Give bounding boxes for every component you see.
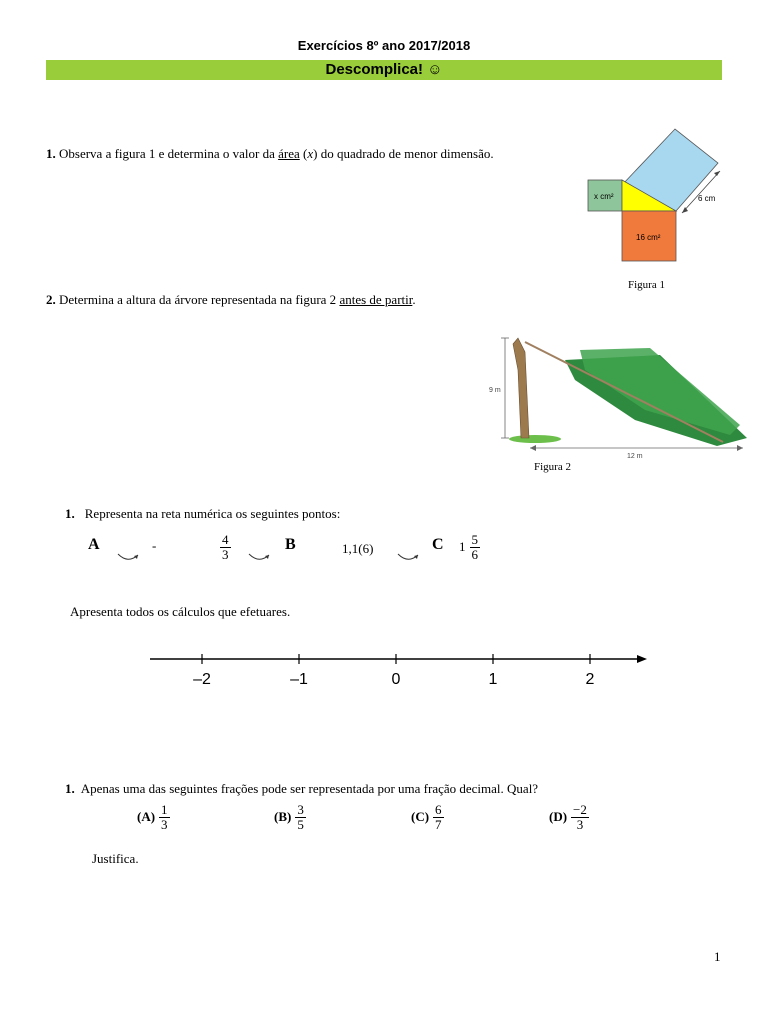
number-line-tick-label: 1: [488, 671, 498, 688]
option-c-denominator: 7: [435, 816, 442, 832]
figure-1-diagram: [580, 125, 730, 270]
point-c-whole: 1: [459, 539, 466, 555]
option-d-numerator: −2: [573, 802, 587, 817]
arrow-right-icon: [637, 655, 647, 663]
question-4-text: Apenas uma das seguintes frações pode ser representada por uma fração decimal. Qual?: [80, 781, 539, 796]
question-1-underlined: área: [278, 146, 300, 161]
option-c-numerator: 6: [435, 802, 442, 817]
question-1-text-before: Observa a figura 1 e determina o valor da: [55, 146, 279, 161]
document-title: Exercícios 8º ano 2017/2018: [297, 38, 471, 53]
question-1-number: 1.: [46, 146, 56, 161]
option-b-label: (B): [274, 809, 292, 825]
arrow-curve-icon: [247, 550, 273, 564]
question-1-text-mid: (: [299, 146, 308, 161]
point-a-label: A: [88, 536, 100, 553]
point-c-label: C: [432, 536, 444, 553]
number-line: [148, 648, 648, 690]
question-1-text-after: ) do quadrado de menor dimensão.: [313, 146, 494, 161]
option-d-label: (D): [549, 809, 568, 825]
point-a-numerator: 4: [222, 532, 229, 547]
question-1: [46, 146, 494, 162]
tree-trunk: [513, 338, 529, 438]
figure-1-caption: Figura 1: [628, 279, 665, 291]
question-4: [65, 781, 538, 797]
option-b: [274, 803, 306, 831]
number-line-tick-label: –1: [290, 671, 308, 688]
number-line-tick-label: 0: [391, 671, 401, 688]
option-b-denominator: 5: [297, 816, 304, 832]
page-number: 1: [714, 949, 721, 964]
point-b-value: 1,1(6): [342, 541, 374, 556]
hypotenuse-label: 6 cm: [698, 194, 716, 203]
arrow-head-icon: [714, 171, 720, 176]
point-c-mixed-number: [459, 533, 480, 561]
question-2-number: 2.: [46, 292, 56, 307]
option-a-denominator: 3: [161, 816, 168, 832]
option-a: [137, 803, 170, 831]
option-a-numerator: 1: [161, 802, 168, 817]
instruction-text: Apresenta todos os cálculos que efetuares.: [70, 604, 291, 619]
option-a-label: (A): [137, 809, 156, 825]
question-1-variable: x: [307, 146, 314, 161]
point-c-denominator: 6: [471, 546, 478, 562]
grass: [509, 435, 561, 443]
point-a-denominator: 3: [222, 546, 229, 562]
question-3-number: 1.: [65, 506, 75, 521]
justify-text: Justifica.: [92, 851, 139, 866]
height-label: 9 m: [489, 387, 501, 394]
point-a-fraction: [220, 533, 231, 561]
question-2: [46, 292, 416, 308]
width-label: 12 m: [627, 453, 643, 460]
arrow-curve-icon: [396, 550, 422, 564]
number-line-tick-label: –2: [193, 671, 211, 688]
arrow-head-icon: [530, 445, 536, 451]
point-b-label: B: [285, 536, 296, 553]
question-2-text-before: Determina a altura da árvore representada na figura 2: [55, 292, 340, 307]
question-3: [65, 506, 340, 522]
option-c-label: (C): [411, 809, 430, 825]
point-a-sign: -: [152, 538, 157, 553]
figure-2-diagram: [485, 310, 750, 465]
figure-2-caption: Figura 2: [534, 461, 571, 473]
option-d: [549, 803, 589, 831]
banner: Descomplica! ☺: [46, 60, 722, 80]
point-c-numerator: 5: [471, 532, 478, 547]
arrow-curve-icon: [116, 550, 142, 564]
option-d-denominator: 3: [576, 816, 584, 832]
small-square-label: x cm²: [594, 192, 614, 201]
option-c: [411, 803, 444, 831]
big-square-label: 16 cm²: [636, 233, 661, 242]
option-b-numerator: 3: [297, 802, 304, 817]
question-3-text: Representa na reta numérica os seguintes pontos:: [84, 506, 341, 521]
number-line-tick-label: 2: [585, 671, 595, 688]
question-4-number: 1.: [65, 781, 75, 796]
question-2-text-after: .: [412, 292, 416, 307]
question-2-underlined: antes de partir: [339, 292, 413, 307]
arrow-head-icon: [737, 445, 743, 451]
